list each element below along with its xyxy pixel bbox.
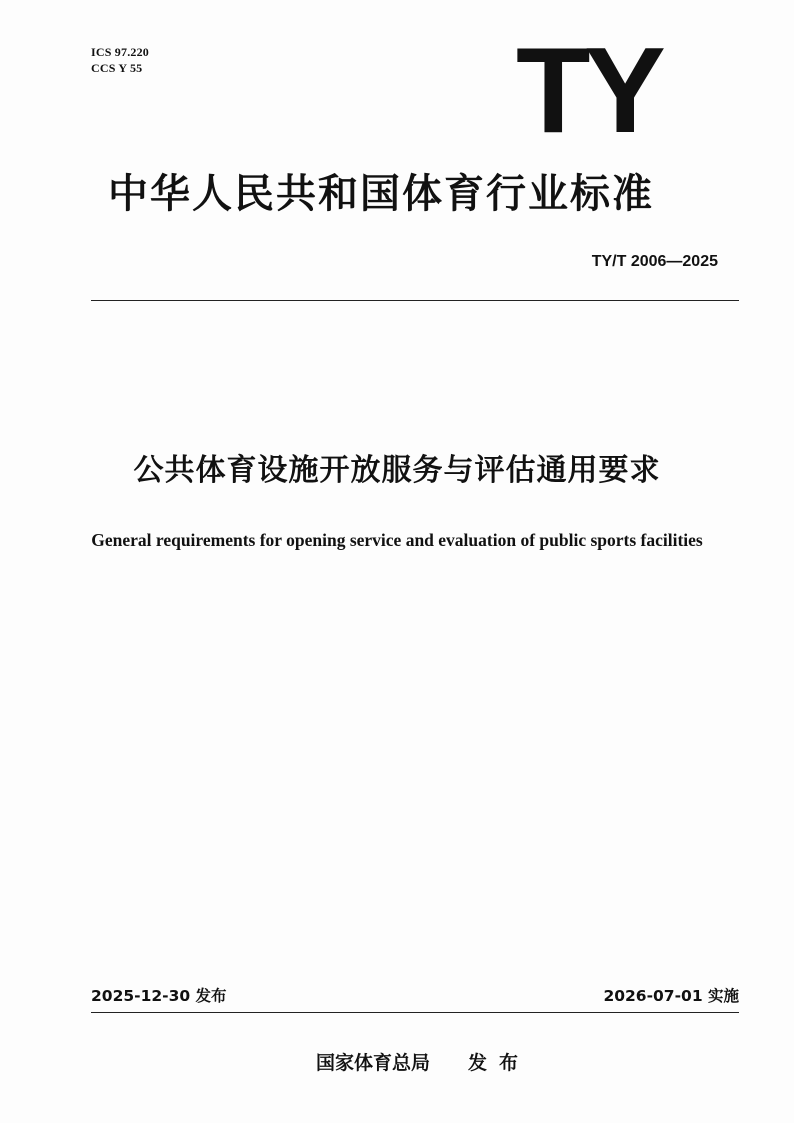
standard-authority-title: 中华人民共和国体育行业标准 (108, 171, 654, 217)
bottom-divider (91, 1012, 739, 1013)
implementation-date: 2026-07-01 实施 (603, 987, 739, 1005)
publisher-line (316, 1050, 530, 1076)
issue-date: 2025-12-30 发布 (91, 987, 227, 1005)
publisher-organization: 国家体育总局 (316, 1052, 431, 1074)
standard-number: TY/T 2006—2025 (591, 253, 718, 270)
classification-codes (91, 44, 149, 76)
document-title-english: General requirements for opening service and evaluation of public sports facilities (91, 530, 703, 550)
document-title-chinese: 公共体育设施开放服务与评估通用要求 (133, 453, 661, 488)
ty-logo: TY (516, 22, 660, 158)
top-divider (91, 300, 739, 301)
ccs-code: CCS Y 55 (91, 61, 143, 75)
publish-action: 发布 (468, 1052, 531, 1074)
ics-code: ICS 97.220 (91, 45, 150, 59)
